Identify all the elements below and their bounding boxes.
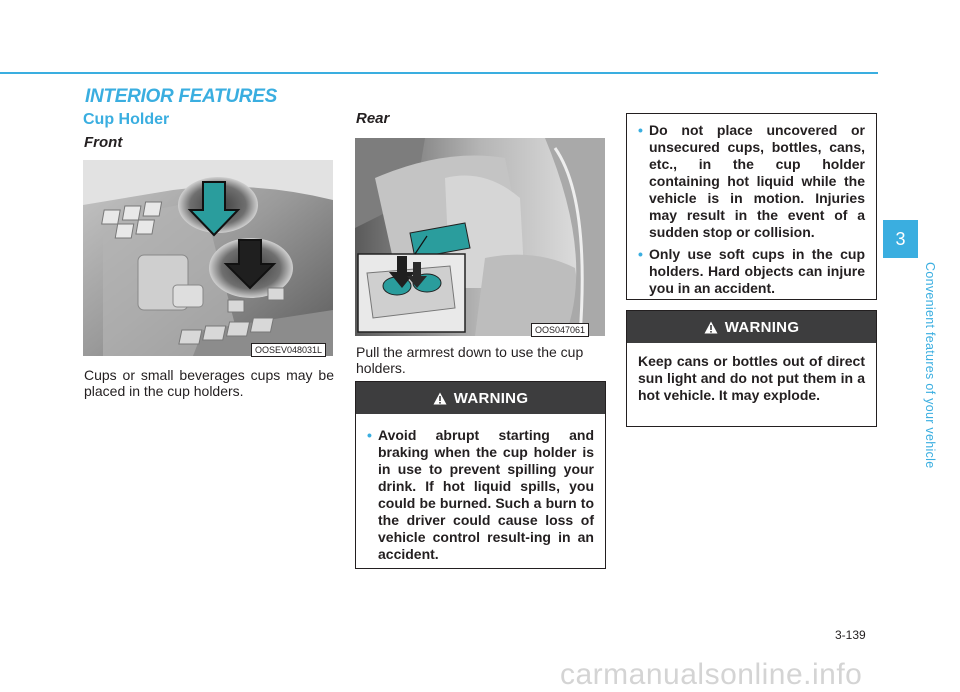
front-label: Front <box>84 134 123 151</box>
warning-box-cup-holder <box>355 381 606 569</box>
front-cup-holder-photo <box>83 160 333 356</box>
caution-bullet-item: • Do not place uncovered or unsecured cups, bottles, cans, etc., in the cup holder containing hot liquid while the vehicle is in motion. Injuries may result in the event of a sudden stop or collision. <box>638 122 865 241</box>
warning-box-sunlight <box>626 310 877 427</box>
rear-label: Rear <box>356 110 390 127</box>
warning-title: WARNING <box>453 389 529 407</box>
warning-text: Keep cans or bottles out of direct sun light and do not put them in a hot vehicle. It may explode. <box>638 353 865 403</box>
warning-bullet-item: • Avoid abrupt starting and braking when the cup holder is in use to prevent spilling your drink. If hot liquid spills, you could be burned. Such a burn to the driver could cause loss of vehicle control result-ing in an accident. <box>367 427 594 563</box>
chapter-tab: 3 <box>883 220 918 258</box>
caution-bullet-item: • Only use soft cups in the cup holders. Hard objects can injure you in an accident. <box>638 246 865 297</box>
front-description: Cups or small beverages cups may be placed in the cup holders. <box>84 367 334 399</box>
footer-watermark: carmanualsonline.info <box>560 658 863 691</box>
caution-list-box <box>626 113 877 300</box>
chapter-label: Convenient features of your vehicle <box>923 262 937 469</box>
warning-triangle-icon <box>433 392 447 405</box>
rear-cup-holder-photo <box>355 138 605 336</box>
section-title: INTERIOR FEATURES <box>85 86 277 107</box>
page-number: 3-139 <box>835 628 866 642</box>
warning-triangle-icon <box>704 321 718 334</box>
front-image-code: OOSEV048031L <box>251 343 326 357</box>
rear-description: Pull the armrest down to use the cup holders. <box>356 344 584 376</box>
cup-holder-title: Cup Holder <box>83 111 170 128</box>
header-rule <box>0 72 878 74</box>
rear-image-code: OOS047061 <box>531 323 589 337</box>
warning-title: WARNING <box>724 318 800 336</box>
warning-header <box>627 311 876 343</box>
warning-header <box>356 382 605 414</box>
